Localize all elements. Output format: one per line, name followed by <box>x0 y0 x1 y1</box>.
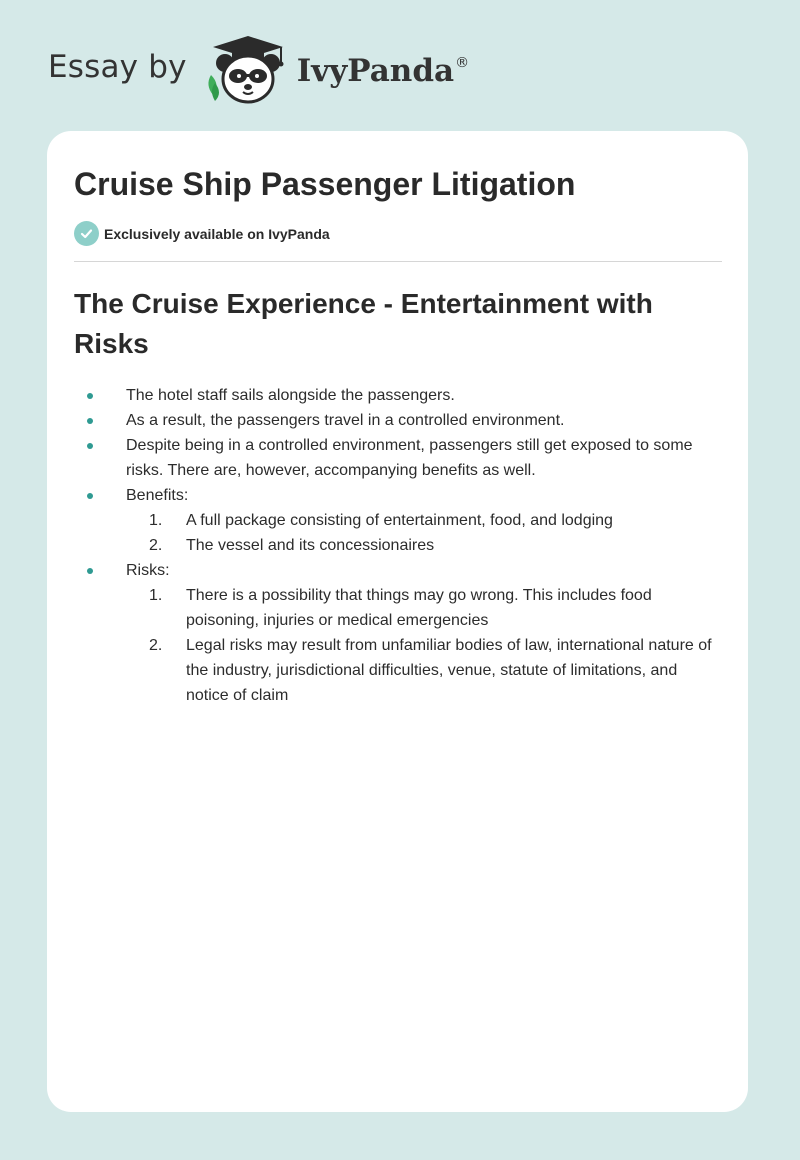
sublist-item <box>126 633 724 708</box>
bullet-list <box>74 383 724 708</box>
registered-mark: ® <box>455 55 470 71</box>
sublist-item-text: The vessel and its concessionaires <box>186 537 435 554</box>
sublist-item <box>126 508 724 533</box>
brand-prefix: Essay by <box>48 49 187 85</box>
bullet-icon <box>87 568 93 574</box>
list-item-risks <box>74 558 724 708</box>
document-card <box>47 131 748 1112</box>
list-item-text: Despite being in a controlled environment, passengers still get exposed to some risks. There are, however, accompanying benefits as well. <box>126 437 693 479</box>
bullet-icon <box>87 393 93 399</box>
document-title: Cruise Ship Passenger Litigation <box>74 166 576 202</box>
divider <box>74 261 722 262</box>
risks-sublist <box>126 583 724 708</box>
sublist-number: 2. <box>149 537 163 554</box>
sublist-item <box>126 533 724 558</box>
sublist-number: 1. <box>149 587 163 604</box>
list-item-text: As a result, the passengers travel in a controlled environment. <box>126 412 565 429</box>
sublist-item-text: There is a possibility that things may go wrong. This includes food poisoning, injuries or medical emergencies <box>186 587 652 629</box>
list-item <box>74 433 724 483</box>
brand-name: IvyPanda® <box>296 53 470 89</box>
sublist-item <box>126 583 724 633</box>
list-item-text: Risks: <box>126 562 170 579</box>
panda-graduate-icon <box>203 33 293 105</box>
exclusive-badge <box>74 221 330 246</box>
sublist-number: 2. <box>149 637 163 654</box>
list-item <box>74 408 724 433</box>
bullet-icon <box>87 418 93 424</box>
sublist-item-text: A full package consisting of entertainment, food, and lodging <box>186 512 613 529</box>
list-item <box>74 383 724 408</box>
list-item-text: The hotel staff sails alongside the passengers. <box>126 387 455 404</box>
list-item-text: Benefits: <box>126 487 189 504</box>
check-icon <box>74 221 99 246</box>
sublist-number: 1. <box>149 512 163 529</box>
sublist-item-text: Legal risks may result from unfamiliar bodies of law, international nature of the industry, jurisdictional difficulties, venue, statute of limitations, and notice of claim <box>186 637 712 704</box>
benefits-sublist <box>126 508 724 558</box>
brand-header <box>48 34 469 104</box>
badge-text: Exclusively available on IvyPanda <box>104 225 330 242</box>
bullet-icon <box>87 493 93 499</box>
section-heading: The Cruise Experience - Entertainment with Risks <box>74 288 653 359</box>
list-item-benefits <box>74 483 724 558</box>
bullet-icon <box>87 443 93 449</box>
